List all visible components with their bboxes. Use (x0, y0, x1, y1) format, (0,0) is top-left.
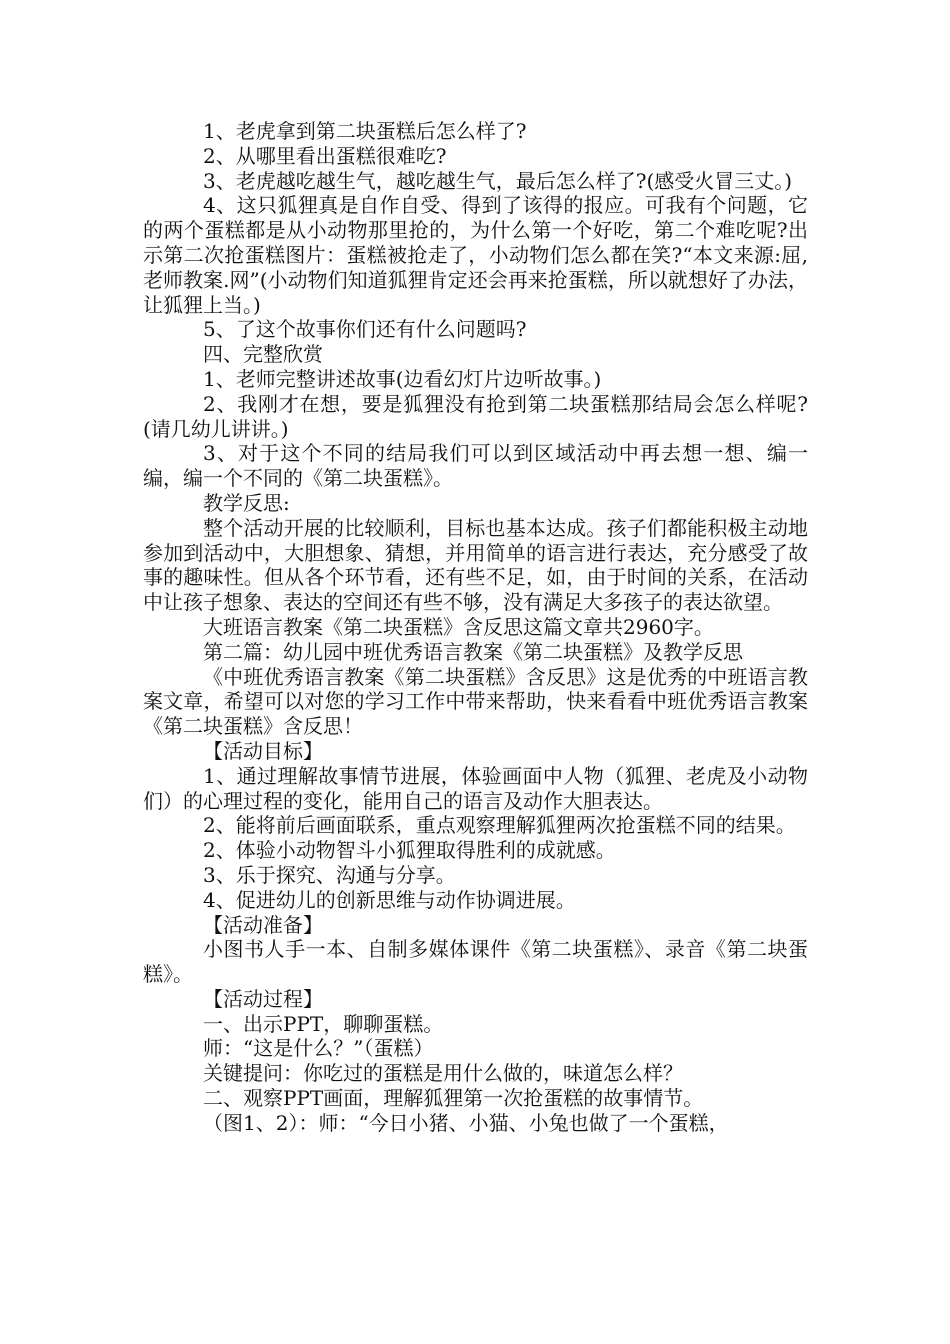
paragraph: 1、老虎拿到第二块蛋糕后怎么样了? (203, 119, 527, 143)
paragraph: 师：“这是什么？”（蛋糕） (203, 1036, 434, 1061)
paragraph: 1、老师完整讲述故事(边看幻灯片边听故事。) (203, 366, 602, 391)
paragraph: 2、从哪里看出蛋糕很难吃? (203, 143, 447, 168)
section-heading: 【活动准备】 (203, 912, 323, 937)
paragraph: 3、对于这个不同的结局我们可以到区域活动中再去想一想、编一编，编一个不同的《第二块蛋糕》。 (143, 441, 808, 491)
section-heading: 教学反思: (203, 490, 290, 515)
paragraph: 2、体验小动物智斗小狐狸取得胜利的成就感。 (203, 838, 616, 863)
paragraph: 3、老虎越吃越生气，越吃越生气，最后怎么样了?(感受火冒三丈。) (203, 168, 793, 193)
paragraph: 5、了这个故事你们还有什么问题吗? (203, 317, 527, 342)
paragraph: （图1、2）：师：“今日小猪、小猫、小兔也做了一个蛋糕， (203, 1110, 729, 1135)
paragraph: 2、能将前后画面联系，重点观察理解狐狸两次抢蛋糕不同的结果。 (203, 813, 796, 838)
document-body (143, 119, 808, 1136)
paragraph: 大班语言教案《第二块蛋糕》含反思这篇文章共2960字。 (203, 614, 714, 639)
section-heading: 【活动目标】 (203, 738, 323, 763)
paragraph: 关键提问：你吃过的蛋糕是用什么做的，味道怎么样？ (203, 1061, 683, 1086)
paragraph: 4、这只狐狸真是自作自受、得到了该得的报应。可我有个问题，它的两个蛋糕都是从小动物那里抢的，为什么第一个好吃，第二个难吃呢?出示第二次抢蛋糕图片：蛋糕被抢走了，小动物们怎么都在笑?“本文来源:屈,老师教案.网”(小动物们知道狐狸肯定还会再来抢蛋糕，所以就想好了办法，让狐狸上当。) (143, 193, 808, 317)
paragraph: 4、促进幼儿的创新思维与动作协调进展。 (203, 887, 576, 912)
paragraph: 2、我刚才在想，要是狐狸没有抢到第二块蛋糕那结局会怎么样呢?(请几幼儿讲讲。) (143, 391, 808, 441)
paragraph: 《中班优秀语言教案《第二块蛋糕》含反思》这是优秀的中班语言教案文章，希望可以对您的学习工作中带来帮助，快来看看中班优秀语言教案《第二块蛋糕》含反思！ (143, 664, 808, 739)
paragraph: 小图书人手一本、自制多媒体课件《第二块蛋糕》、录音《第二块蛋糕》。 (143, 937, 808, 987)
section-heading: 第二篇：幼儿园中班优秀语言教案《第二块蛋糕》及教学反思 (203, 639, 743, 664)
paragraph: 3、乐于探究、沟通与分享。 (203, 862, 456, 887)
paragraph: 一、出示PPT，聊聊蛋糕。 (203, 1011, 444, 1036)
paragraph: 1、通过理解故事情节进展，体验画面中人物（狐狸、老虎及小动物们）的心理过程的变化，能用自己的语言及动作大胆表达。 (143, 763, 808, 813)
section-heading: 【活动过程】 (203, 986, 323, 1011)
paragraph: 二、观察PPT画面，理解狐狸第一次抢蛋糕的故事情节。 (203, 1086, 704, 1111)
paragraph: 整个活动开展的比较顺利，目标也基本达成。孩子们都能积极主动地参加到活动中，大胆想象、猜想，并用简单的语言进行表达，充分感受了故事的趣味性。但从各个环节看，还有些不足，如，由于时间的关系，在活动中让孩子想象、表达的空间还有些不够，没有满足大多孩子的表达欲望。 (143, 515, 808, 615)
section-heading: 四、完整欣赏 (203, 342, 323, 367)
